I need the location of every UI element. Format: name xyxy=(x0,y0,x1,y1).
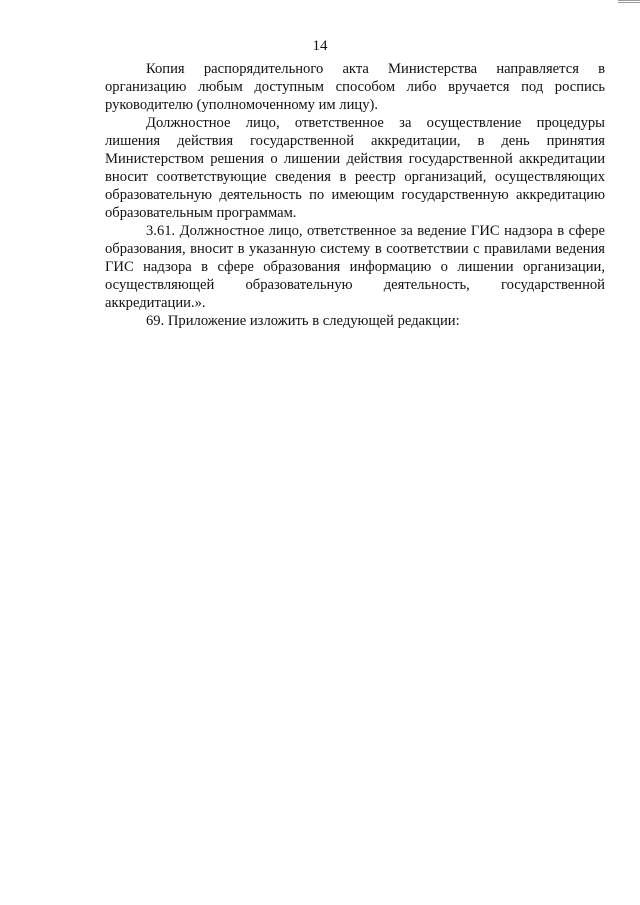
paragraph-copy-of-act: Копия распорядительного акта Министерства направляется в организацию любым доступным способом либо вручается под роспись руководителю (уполномоченному им лицу). xyxy=(105,61,605,113)
document-body xyxy=(105,60,605,330)
paragraph-3-61: 3.61. Должностное лицо, ответственное за ведение ГИС надзора в сфере образования, вносит в указанную систему в соответствии с правилами ведения ГИС надзора в сфере образования информацию о лишении организации, осуществляющей образовательную деятельность, государственной аккредитации.». xyxy=(105,223,605,311)
paragraph-responsible-official: Должностное лицо, ответственное за осуществление процедуры лишения действия государственной аккредитации, в день принятия Министерством решения о лишении действия государственной аккредитации вносит соответствующие сведения в реестр организаций, осуществляющих образовательную деятельность по имеющим государственную аккредитацию образовательным программам. xyxy=(105,115,605,221)
paragraph-69: 69. Приложение изложить в следующей редакции: xyxy=(146,313,460,329)
corner-scan-mark xyxy=(618,0,640,3)
page-number: 14 xyxy=(312,38,328,54)
